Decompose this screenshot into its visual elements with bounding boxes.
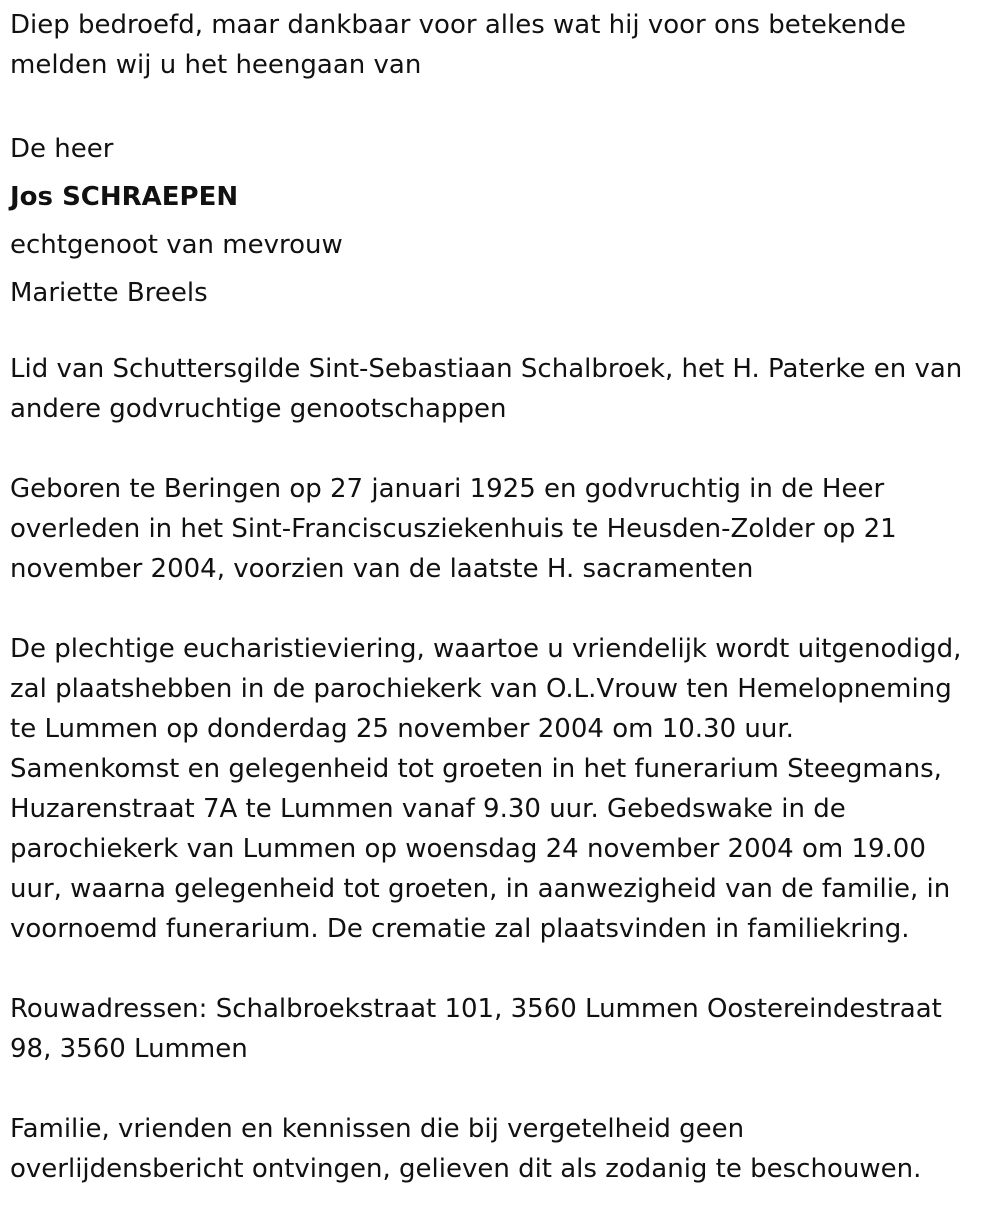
honorific: De heer [10, 134, 114, 164]
addresses-paragraph [10, 989, 995, 1069]
intro-line: Diep bedroefd, maar dankbaar voor alles wat hij voor ons betekende [10, 10, 906, 40]
closing-line: overlijdensbericht ontvingen, gelieven dit als zodanig te beschouwen. [10, 1154, 922, 1184]
spacer [10, 429, 995, 469]
membership-line: Lid van Schuttersgilde Sint-Sebastiaan Schalbroek, het H. Paterke en van [10, 354, 963, 384]
address-line: Rouwadressen: Schalbroekstraat 101, 3560 Lummen Oostereindestraat [10, 994, 942, 1024]
deceased-block [10, 125, 995, 317]
membership-paragraph [10, 349, 995, 429]
ceremony-line: Samenkomst en gelegenheid tot groeten in het funerarium Steegmans, [10, 754, 942, 784]
ceremony-paragraph [10, 629, 995, 949]
spacer [10, 1069, 995, 1109]
deceased-name: Jos SCHRAEPEN [10, 182, 239, 212]
spacer [10, 85, 995, 125]
ceremony-line: parochiekerk van Lummen op woensdag 24 november 2004 om 19.00 [10, 834, 926, 864]
closing-line: Familie, vrienden en kennissen die bij vergetelheid geen [10, 1114, 745, 1144]
address-line: 98, 3560 Lummen [10, 1034, 248, 1064]
birth-death-line: overleden in het Sint-Franciscusziekenhuis te Heusden-Zolder op 21 [10, 514, 897, 544]
ceremony-line: Huzarenstraat 7A te Lummen vanaf 9.30 uur. Gebedswake in de [10, 794, 846, 824]
spacer [10, 949, 995, 989]
spacer [10, 317, 995, 349]
ceremony-line: De plechtige eucharistieviering, waartoe u vriendelijk wordt uitgenodigd, [10, 634, 962, 664]
spouse-name: Mariette Breels [10, 278, 208, 308]
intro-line: melden wij u het heengaan van [10, 50, 422, 80]
birth-death-paragraph [10, 469, 995, 589]
death-notice [10, 5, 995, 1189]
birth-death-line: november 2004, voorzien van de laatste H. sacramenten [10, 554, 754, 584]
ceremony-line: uur, waarna gelegenheid tot groeten, in aanwezigheid van de familie, in [10, 874, 951, 904]
ceremony-line: zal plaatshebben in de parochiekerk van O.L.Vrouw ten Hemelopneming [10, 674, 952, 704]
ceremony-line: te Lummen op donderdag 25 november 2004 om 10.30 uur. [10, 714, 794, 744]
closing-paragraph [10, 1109, 995, 1189]
spacer [10, 589, 995, 629]
birth-death-line: Geboren te Beringen op 27 januari 1925 en godvruchtig in de Heer [10, 474, 885, 504]
ceremony-line: voornoemd funerarium. De crematie zal plaatsvinden in familiekring. [10, 914, 910, 944]
intro-paragraph [10, 5, 995, 85]
membership-line: andere godvruchtige genootschappen [10, 394, 507, 424]
relation-text: echtgenoot van mevrouw [10, 230, 343, 260]
